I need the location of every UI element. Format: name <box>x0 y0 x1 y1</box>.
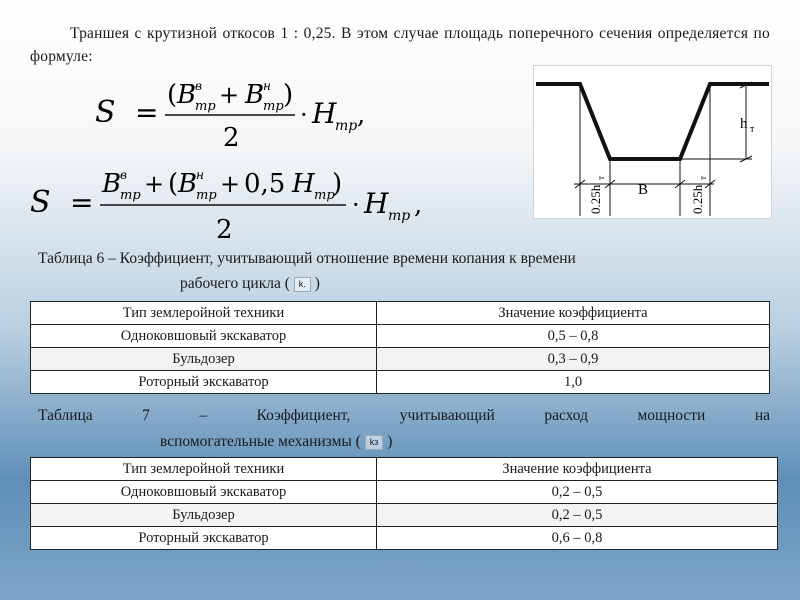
formula2-h-in: H <box>292 169 315 199</box>
formula1-comma: , <box>357 100 366 130</box>
table6-caption-cont <box>180 272 320 296</box>
table6-caption-cont-text: рабочего цикла ( <box>180 275 290 292</box>
table7-cell-type: Роторный экскаватор <box>31 527 377 550</box>
left-slope-text: 0.25h <box>588 184 603 214</box>
table7-caption-cont-text: вспомогательные механизмы ( <box>160 433 361 450</box>
formula2-lhs: S <box>30 185 51 220</box>
table7-cell-value: 0,2 – 0,5 <box>377 504 778 527</box>
intro-text: Траншея с крутизной откосов 1 : 0,25. В этом случае площадь поперечного сечения определяется по формуле: <box>30 25 770 65</box>
table-row <box>31 348 770 371</box>
table6-cell-type: Одноковшовый экскаватор <box>31 325 377 348</box>
formula2-eq: = <box>70 186 94 219</box>
trench-drawing <box>534 66 771 218</box>
table-row <box>31 481 778 504</box>
formula2-h-sub: тр <box>388 208 411 224</box>
table7-header-type: Тип землеройной техники <box>31 458 377 481</box>
formula1-den: 2 <box>223 123 240 153</box>
table6-cell-type: Роторный экскаватор <box>31 371 377 394</box>
table-row <box>31 325 770 348</box>
formula2-b2-sup: н <box>196 168 204 182</box>
table6-cell-value: 0,3 – 0,9 <box>377 348 770 371</box>
formula2-h: H <box>364 187 389 220</box>
ht-label: h <box>740 116 748 132</box>
formula-area-1 <box>95 70 425 155</box>
formula2-b2: B <box>178 169 198 199</box>
right-slope-text: 0.25h <box>690 184 705 214</box>
trench-diagram <box>533 65 772 219</box>
formula2-b1-sup: в <box>120 168 127 182</box>
formula-area-2 <box>30 160 500 250</box>
formula2-b2-sub: тр <box>196 188 217 203</box>
formula1-b2-sub: тр <box>263 99 284 114</box>
table6-caption-close: ) <box>314 275 320 292</box>
right-slope-sub: т <box>698 176 708 180</box>
formula2-close: ) <box>332 169 343 199</box>
table7-caption-cont <box>160 430 392 454</box>
table6-cell-value: 1,0 <box>377 371 770 394</box>
formula2-b1-sub: тр <box>120 188 141 203</box>
formula1-plus: + <box>219 81 240 109</box>
ht-label-sub: т <box>750 124 755 135</box>
table7-caption-close: ) <box>387 433 393 450</box>
formula1-dot: · <box>300 101 308 129</box>
formula2-coef: 0,5 <box>244 169 286 199</box>
intro-paragraph <box>30 22 770 68</box>
table-row <box>31 504 778 527</box>
left-slope-label <box>588 176 606 214</box>
formula2-den: 2 <box>216 215 233 245</box>
table6-cell-value: 0,5 – 0,8 <box>377 325 770 348</box>
formula1-lhs: S <box>95 95 116 130</box>
formula1-b1-sub: тр <box>195 99 216 114</box>
trench-profile <box>536 84 769 159</box>
table6-header-row <box>31 302 770 325</box>
formula2-open: ( <box>168 169 179 199</box>
formula1-b1: B <box>177 80 197 110</box>
formula2-plus: + <box>144 170 165 198</box>
table6-cell-type: Бульдозер <box>31 348 377 371</box>
formula1-close: ) <box>283 80 294 110</box>
b-label: B <box>638 182 649 198</box>
formula1-eq: = <box>135 96 159 129</box>
formula2-dot: · <box>352 191 360 219</box>
table7-cell-value: 0,6 – 0,8 <box>377 527 778 550</box>
formula1-b1-sup: в <box>195 79 202 93</box>
table6-header-type: Тип землеройной техники <box>31 302 377 325</box>
formula2-h-in-sub: тр <box>314 188 335 203</box>
table7-caption: Таблица 7 – Коэффициент, учитывающий расход мощности на <box>38 407 770 424</box>
table7-cell-type: Одноковшовый экскаватор <box>31 481 377 504</box>
formula1-h: H <box>312 97 337 130</box>
table7-header-row <box>31 458 778 481</box>
k-coefficient-symbol: kз <box>365 435 384 450</box>
right-slope-label <box>690 176 708 214</box>
table6 <box>30 301 770 394</box>
formula2-plus2: + <box>220 170 241 198</box>
table-row <box>31 527 778 550</box>
formula1-open: ( <box>167 80 178 110</box>
page-number: 8 <box>396 562 402 573</box>
table7-cell-type: Бульдозер <box>31 504 377 527</box>
table-row <box>31 371 770 394</box>
formula1-h-sub: тр <box>335 118 358 134</box>
formula2-b1: B <box>102 169 122 199</box>
formula2-comma: , <box>414 190 423 220</box>
formula1-b2: B <box>245 80 265 110</box>
table7-header-value: Значение коэффициента <box>377 458 778 481</box>
k-coefficient-symbol: k. <box>294 277 311 292</box>
formula1-b2-sup: н <box>263 79 271 93</box>
table7-cell-value: 0,2 – 0,5 <box>377 481 778 504</box>
table6-header-value: Значение коэффициента <box>377 302 770 325</box>
table6-caption: Таблица 6 – Коэффициент, учитывающий отношение времени копания к времени <box>38 250 576 267</box>
table7 <box>30 457 778 550</box>
left-slope-sub: т <box>596 176 606 180</box>
